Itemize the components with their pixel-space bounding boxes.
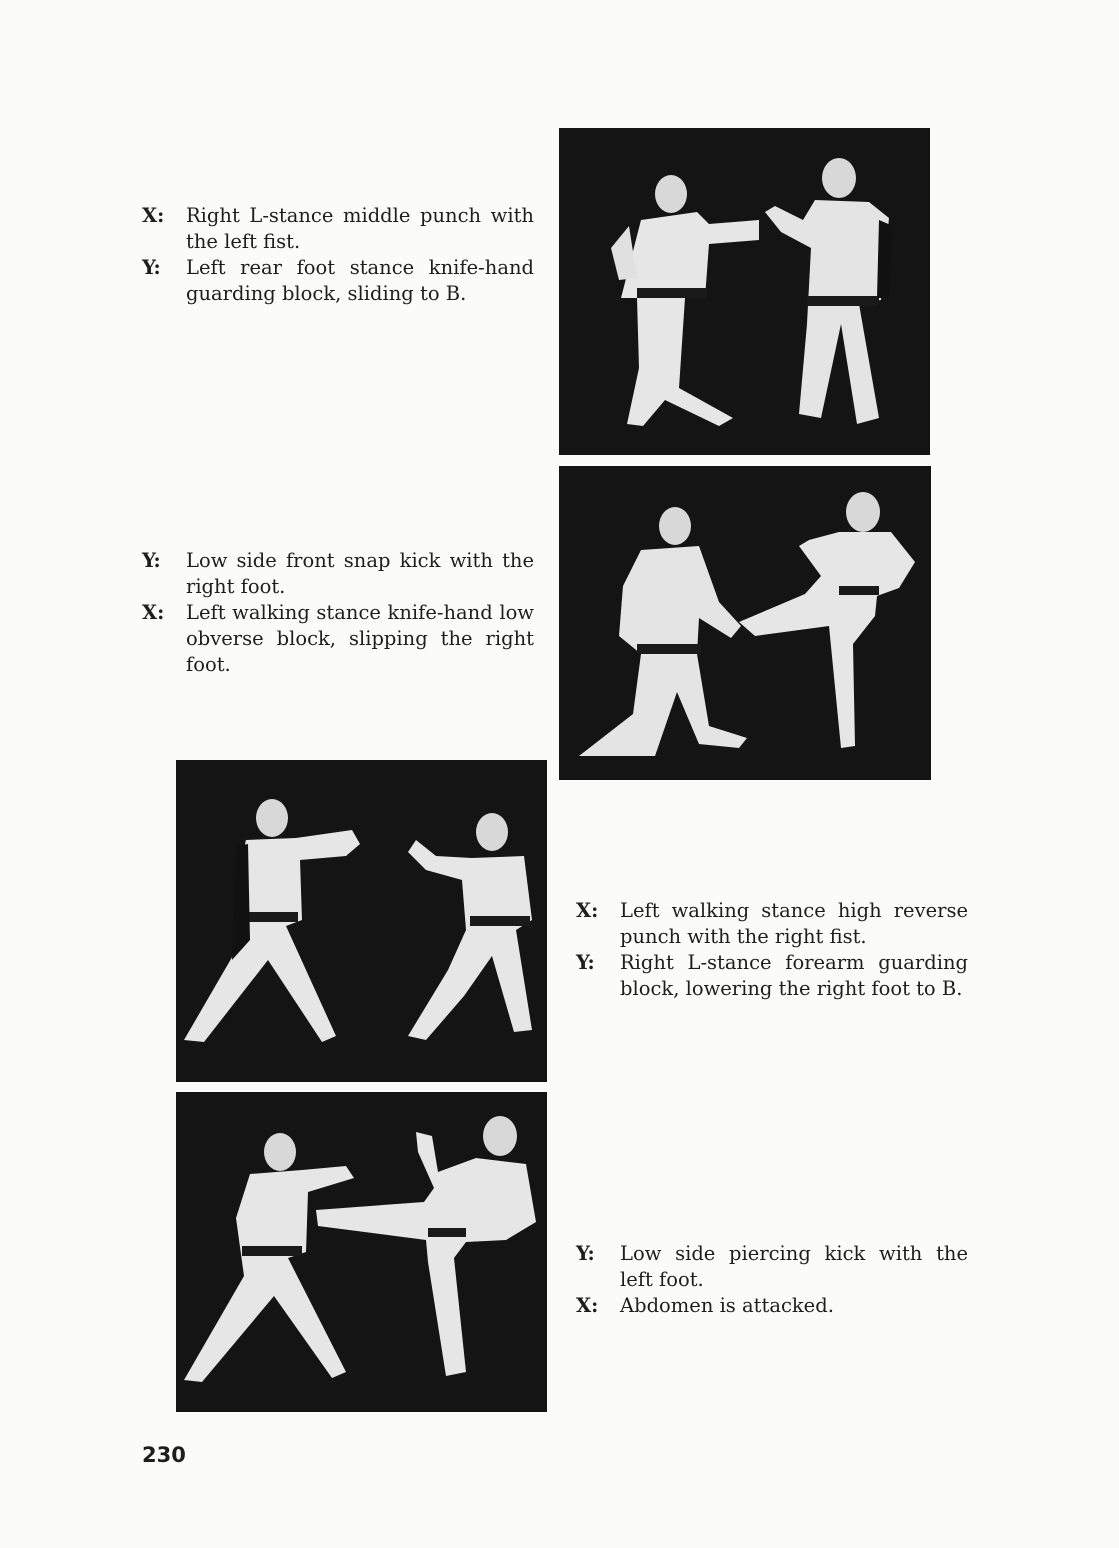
caption-step-4 (576, 1241, 968, 1319)
speaker-label: Y: (576, 951, 595, 974)
caption-step-1 (142, 203, 534, 307)
speaker-label: X: (576, 1294, 599, 1317)
caption-line (142, 203, 534, 255)
figure-photo-illustration (559, 128, 930, 455)
move-description: Left walking stance knife-hand low obverse block, slipping the right foot. (186, 601, 534, 676)
figure-photo-illustration (559, 466, 931, 780)
move-description: Abdomen is attacked. (620, 1294, 834, 1317)
caption-step-2 (142, 548, 534, 678)
caption-line (576, 898, 968, 950)
photo-step-1 (559, 128, 930, 455)
speaker-label: Y: (576, 1242, 595, 1265)
photo-step-4 (176, 1092, 547, 1412)
move-description: Left rear foot stance knife-hand guarding block, sliding to B. (186, 256, 534, 305)
caption-line (142, 600, 534, 678)
speaker-label: X: (142, 204, 165, 227)
caption-line (142, 255, 534, 307)
speaker-label: Y: (142, 256, 161, 279)
move-description: Right L-stance middle punch with the left fist. (186, 204, 534, 253)
photo-step-2 (559, 466, 931, 780)
photo-step-3 (176, 760, 547, 1082)
speaker-label: X: (142, 601, 165, 624)
figure-photo-illustration (176, 1092, 547, 1412)
move-description: Low side piercing kick with the left foot. (620, 1242, 968, 1291)
caption-step-3 (576, 898, 968, 1002)
move-description: Low side front snap kick with the right foot. (186, 549, 534, 598)
figure-photo-illustration (176, 760, 547, 1082)
caption-line (142, 548, 534, 600)
move-description: Right L-stance forearm guarding block, lowering the right foot to B. (620, 951, 968, 1000)
caption-line (576, 1293, 968, 1319)
caption-line (576, 950, 968, 1002)
move-description: Left walking stance high reverse punch with the right fist. (620, 899, 968, 948)
speaker-label: X: (576, 899, 599, 922)
caption-line (576, 1241, 968, 1293)
page-number: 230 (142, 1443, 186, 1467)
speaker-label: Y: (142, 549, 161, 572)
